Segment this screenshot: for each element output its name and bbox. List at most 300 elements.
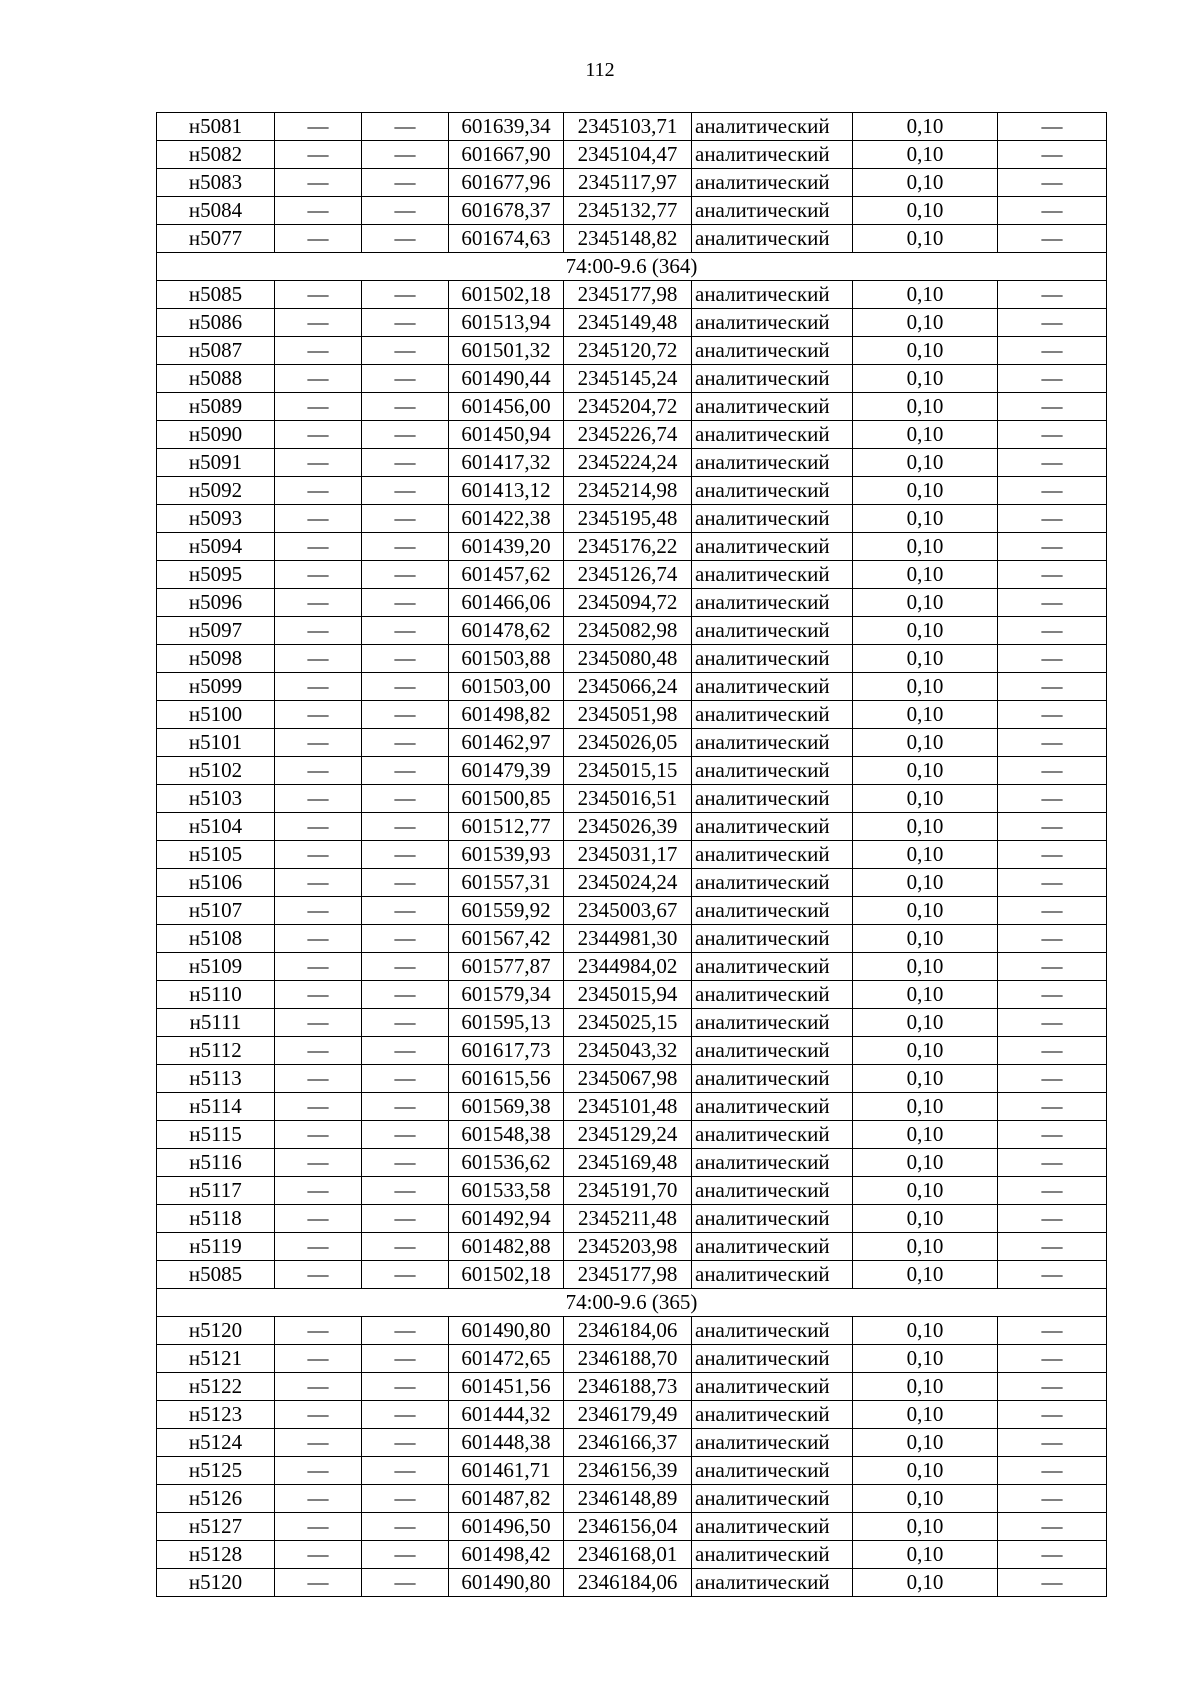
empty-y-cell: — <box>362 533 449 561</box>
description-cell: — <box>998 1429 1107 1457</box>
empty-y-cell: — <box>362 1569 449 1597</box>
point-name-cell: н5113 <box>157 1065 275 1093</box>
accuracy-cell: 0,10 <box>853 1429 998 1457</box>
coordinate-y-cell: 2344984,02 <box>564 953 692 981</box>
accuracy-cell: 0,10 <box>853 1121 998 1149</box>
empty-x-cell: — <box>275 981 362 1009</box>
description-cell: — <box>998 1093 1107 1121</box>
method-cell: аналитический <box>692 1149 853 1177</box>
table-row <box>157 841 1107 869</box>
description-cell: — <box>998 1205 1107 1233</box>
table-row <box>157 197 1107 225</box>
empty-y-cell: — <box>362 169 449 197</box>
accuracy-cell: 0,10 <box>853 1541 998 1569</box>
accuracy-cell: 0,10 <box>853 1345 998 1373</box>
coordinate-y-cell: 2345126,74 <box>564 561 692 589</box>
coordinate-y-cell: 2344981,30 <box>564 925 692 953</box>
table-row <box>157 337 1107 365</box>
coordinate-x-cell: 601490,44 <box>449 365 564 393</box>
point-name-cell: н5119 <box>157 1233 275 1261</box>
point-name-cell: н5106 <box>157 869 275 897</box>
description-cell: — <box>998 309 1107 337</box>
description-cell: — <box>998 169 1107 197</box>
coordinate-y-cell: 2345191,70 <box>564 1177 692 1205</box>
empty-x-cell: — <box>275 1121 362 1149</box>
table-row <box>157 757 1107 785</box>
empty-y-cell: — <box>362 281 449 309</box>
empty-x-cell: — <box>275 1233 362 1261</box>
coordinate-y-cell: 2345101,48 <box>564 1093 692 1121</box>
point-name-cell: н5110 <box>157 981 275 1009</box>
coordinate-y-cell: 2346148,89 <box>564 1485 692 1513</box>
coordinate-y-cell: 2345214,98 <box>564 477 692 505</box>
point-name-cell: н5094 <box>157 533 275 561</box>
empty-x-cell: — <box>275 1093 362 1121</box>
description-cell: — <box>998 281 1107 309</box>
point-name-cell: н5092 <box>157 477 275 505</box>
coordinate-y-cell: 2346156,39 <box>564 1457 692 1485</box>
method-cell: аналитический <box>692 589 853 617</box>
empty-y-cell: — <box>362 225 449 253</box>
empty-y-cell: — <box>362 141 449 169</box>
table-row <box>157 1261 1107 1289</box>
description-cell: — <box>998 337 1107 365</box>
empty-x-cell: — <box>275 533 362 561</box>
empty-y-cell: — <box>362 1093 449 1121</box>
empty-y-cell: — <box>362 757 449 785</box>
point-name-cell: н5088 <box>157 365 275 393</box>
point-name-cell: н5127 <box>157 1513 275 1541</box>
description-cell: — <box>998 1485 1107 1513</box>
table-row <box>157 1569 1107 1597</box>
table-row <box>157 1205 1107 1233</box>
method-cell: аналитический <box>692 309 853 337</box>
coordinate-x-cell: 601536,62 <box>449 1149 564 1177</box>
coordinate-y-cell: 2345066,24 <box>564 673 692 701</box>
point-name-cell: н5099 <box>157 673 275 701</box>
table-row <box>157 169 1107 197</box>
method-cell: аналитический <box>692 1513 853 1541</box>
empty-y-cell: — <box>362 953 449 981</box>
empty-x-cell: — <box>275 421 362 449</box>
accuracy-cell: 0,10 <box>853 645 998 673</box>
coordinate-y-cell: 2345149,48 <box>564 309 692 337</box>
accuracy-cell: 0,10 <box>853 1457 998 1485</box>
description-cell: — <box>998 1457 1107 1485</box>
method-cell: аналитический <box>692 645 853 673</box>
description-cell: — <box>998 197 1107 225</box>
empty-x-cell: — <box>275 113 362 141</box>
point-name-cell: н5115 <box>157 1121 275 1149</box>
point-name-cell: н5108 <box>157 925 275 953</box>
point-name-cell: н5093 <box>157 505 275 533</box>
method-cell: аналитический <box>692 1429 853 1457</box>
accuracy-cell: 0,10 <box>853 533 998 561</box>
method-cell: аналитический <box>692 561 853 589</box>
point-name-cell: н5097 <box>157 617 275 645</box>
empty-y-cell: — <box>362 1205 449 1233</box>
coordinate-x-cell: 601501,32 <box>449 337 564 365</box>
coordinate-x-cell: 601674,63 <box>449 225 564 253</box>
empty-y-cell: — <box>362 113 449 141</box>
accuracy-cell: 0,10 <box>853 561 998 589</box>
description-cell: — <box>998 1177 1107 1205</box>
coordinate-x-cell: 601490,80 <box>449 1569 564 1597</box>
accuracy-cell: 0,10 <box>853 869 998 897</box>
method-cell: аналитический <box>692 1317 853 1345</box>
accuracy-cell: 0,10 <box>853 1149 998 1177</box>
accuracy-cell: 0,10 <box>853 1177 998 1205</box>
table-row <box>157 421 1107 449</box>
empty-x-cell: — <box>275 1541 362 1569</box>
method-cell: аналитический <box>692 925 853 953</box>
table-row <box>157 113 1107 141</box>
accuracy-cell: 0,10 <box>853 505 998 533</box>
coordinate-x-cell: 601678,37 <box>449 197 564 225</box>
point-name-cell: н5120 <box>157 1569 275 1597</box>
empty-y-cell: — <box>362 925 449 953</box>
empty-y-cell: — <box>362 1009 449 1037</box>
table-row <box>157 1429 1107 1457</box>
empty-x-cell: — <box>275 1485 362 1513</box>
method-cell: аналитический <box>692 169 853 197</box>
empty-y-cell: — <box>362 337 449 365</box>
table-row <box>157 449 1107 477</box>
accuracy-cell: 0,10 <box>853 1373 998 1401</box>
accuracy-cell: 0,10 <box>853 617 998 645</box>
empty-y-cell: — <box>362 1541 449 1569</box>
coordinate-x-cell: 601567,42 <box>449 925 564 953</box>
method-cell: аналитический <box>692 1121 853 1149</box>
coordinate-y-cell: 2345169,48 <box>564 1149 692 1177</box>
coordinate-x-cell: 601498,42 <box>449 1541 564 1569</box>
coordinate-y-cell: 2345080,48 <box>564 645 692 673</box>
empty-y-cell: — <box>362 701 449 729</box>
empty-y-cell: — <box>362 1233 449 1261</box>
point-name-cell: н5090 <box>157 421 275 449</box>
coordinate-y-cell: 2346166,37 <box>564 1429 692 1457</box>
empty-x-cell: — <box>275 617 362 645</box>
point-name-cell: н5100 <box>157 701 275 729</box>
table-row <box>157 785 1107 813</box>
empty-x-cell: — <box>275 729 362 757</box>
point-name-cell: н5120 <box>157 1317 275 1345</box>
coordinate-y-cell: 2345067,98 <box>564 1065 692 1093</box>
table-row <box>157 365 1107 393</box>
empty-x-cell: — <box>275 813 362 841</box>
coordinate-x-cell: 601577,87 <box>449 953 564 981</box>
description-cell: — <box>998 1373 1107 1401</box>
empty-x-cell: — <box>275 169 362 197</box>
point-name-cell: н5124 <box>157 1429 275 1457</box>
empty-y-cell: — <box>362 1429 449 1457</box>
accuracy-cell: 0,10 <box>853 785 998 813</box>
method-cell: аналитический <box>692 897 853 925</box>
point-name-cell: н5081 <box>157 113 275 141</box>
accuracy-cell: 0,10 <box>853 421 998 449</box>
page-number: 112 <box>585 59 615 81</box>
coordinate-x-cell: 601557,31 <box>449 869 564 897</box>
coordinate-y-cell: 2345120,72 <box>564 337 692 365</box>
coordinate-y-cell: 2346168,01 <box>564 1541 692 1569</box>
empty-y-cell: — <box>362 197 449 225</box>
coordinate-y-cell: 2345024,24 <box>564 869 692 897</box>
coordinate-x-cell: 601615,56 <box>449 1065 564 1093</box>
coordinate-x-cell: 601617,73 <box>449 1037 564 1065</box>
description-cell: — <box>998 729 1107 757</box>
empty-y-cell: — <box>362 1513 449 1541</box>
coordinate-y-cell: 2345015,15 <box>564 757 692 785</box>
coordinate-x-cell: 601677,96 <box>449 169 564 197</box>
description-cell: — <box>998 925 1107 953</box>
coordinate-x-cell: 601490,80 <box>449 1317 564 1345</box>
method-cell: аналитический <box>692 365 853 393</box>
description-cell: — <box>998 981 1107 1009</box>
description-cell: — <box>998 1233 1107 1261</box>
empty-x-cell: — <box>275 141 362 169</box>
empty-x-cell: — <box>275 1065 362 1093</box>
method-cell: аналитический <box>692 337 853 365</box>
table-row <box>157 1401 1107 1429</box>
description-cell: — <box>998 477 1107 505</box>
coordinate-x-cell: 601496,50 <box>449 1513 564 1541</box>
empty-x-cell: — <box>275 477 362 505</box>
empty-x-cell: — <box>275 309 362 337</box>
accuracy-cell: 0,10 <box>853 1317 998 1345</box>
table-row <box>157 281 1107 309</box>
point-name-cell: н5083 <box>157 169 275 197</box>
coordinate-y-cell: 2345203,98 <box>564 1233 692 1261</box>
method-cell: аналитический <box>692 505 853 533</box>
table-row <box>157 953 1107 981</box>
table-row <box>157 505 1107 533</box>
method-cell: аналитический <box>692 1093 853 1121</box>
table-row <box>157 225 1107 253</box>
coordinate-x-cell: 601472,65 <box>449 1345 564 1373</box>
coordinate-y-cell: 2345051,98 <box>564 701 692 729</box>
coordinate-y-cell: 2345082,98 <box>564 617 692 645</box>
description-cell: — <box>998 1009 1107 1037</box>
empty-x-cell: — <box>275 1569 362 1597</box>
description-cell: — <box>998 141 1107 169</box>
empty-y-cell: — <box>362 729 449 757</box>
point-name-cell: н5109 <box>157 953 275 981</box>
coordinate-y-cell: 2345211,48 <box>564 1205 692 1233</box>
method-cell: аналитический <box>692 1233 853 1261</box>
accuracy-cell: 0,10 <box>853 477 998 505</box>
point-name-cell: н5091 <box>157 449 275 477</box>
point-name-cell: н5123 <box>157 1401 275 1429</box>
coordinate-x-cell: 601451,56 <box>449 1373 564 1401</box>
coordinates-table <box>156 112 1107 1597</box>
coordinate-y-cell: 2345094,72 <box>564 589 692 617</box>
method-cell: аналитический <box>692 533 853 561</box>
description-cell: — <box>998 1121 1107 1149</box>
method-cell: аналитический <box>692 197 853 225</box>
accuracy-cell: 0,10 <box>853 197 998 225</box>
table-row <box>157 1009 1107 1037</box>
point-name-cell: н5117 <box>157 1177 275 1205</box>
method-cell: аналитический <box>692 477 853 505</box>
point-name-cell: н5098 <box>157 645 275 673</box>
empty-y-cell: — <box>362 505 449 533</box>
table-row <box>157 1373 1107 1401</box>
coordinate-y-cell: 2345224,24 <box>564 449 692 477</box>
description-cell: — <box>998 1401 1107 1429</box>
method-cell: аналитический <box>692 841 853 869</box>
coordinate-y-cell: 2345003,67 <box>564 897 692 925</box>
coordinate-y-cell: 2345148,82 <box>564 225 692 253</box>
table-row <box>157 1513 1107 1541</box>
method-cell: аналитический <box>692 1065 853 1093</box>
empty-x-cell: — <box>275 1429 362 1457</box>
coordinate-x-cell: 601502,18 <box>449 281 564 309</box>
description-cell: — <box>998 841 1107 869</box>
table-row <box>157 1233 1107 1261</box>
accuracy-cell: 0,10 <box>853 673 998 701</box>
method-cell: аналитический <box>692 1205 853 1233</box>
table-row <box>157 589 1107 617</box>
empty-y-cell: — <box>362 897 449 925</box>
accuracy-cell: 0,10 <box>853 449 998 477</box>
method-cell: аналитический <box>692 729 853 757</box>
table-row <box>157 533 1107 561</box>
coordinate-x-cell: 601579,34 <box>449 981 564 1009</box>
description-cell: — <box>998 561 1107 589</box>
coordinate-y-cell: 2345025,15 <box>564 1009 692 1037</box>
coordinate-x-cell: 601479,39 <box>449 757 564 785</box>
method-cell: аналитический <box>692 981 853 1009</box>
point-name-cell: н5084 <box>157 197 275 225</box>
empty-y-cell: — <box>362 393 449 421</box>
point-name-cell: н5111 <box>157 1009 275 1037</box>
description-cell: — <box>998 813 1107 841</box>
coordinate-x-cell: 601422,38 <box>449 505 564 533</box>
table-row <box>157 617 1107 645</box>
accuracy-cell: 0,10 <box>853 981 998 1009</box>
empty-x-cell: — <box>275 1177 362 1205</box>
accuracy-cell: 0,10 <box>853 897 998 925</box>
empty-y-cell: — <box>362 449 449 477</box>
description-cell: — <box>998 365 1107 393</box>
method-cell: аналитический <box>692 449 853 477</box>
accuracy-cell: 0,10 <box>853 1569 998 1597</box>
description-cell: — <box>998 1569 1107 1597</box>
accuracy-cell: 0,10 <box>853 953 998 981</box>
empty-x-cell: — <box>275 645 362 673</box>
method-cell: аналитический <box>692 1373 853 1401</box>
coordinate-x-cell: 601503,88 <box>449 645 564 673</box>
table-row <box>157 981 1107 1009</box>
coordinate-x-cell: 601539,93 <box>449 841 564 869</box>
accuracy-cell: 0,10 <box>853 225 998 253</box>
accuracy-cell: 0,10 <box>853 925 998 953</box>
point-name-cell: н5086 <box>157 309 275 337</box>
point-name-cell: н5085 <box>157 281 275 309</box>
description-cell: — <box>998 533 1107 561</box>
empty-x-cell: — <box>275 1037 362 1065</box>
description-cell: — <box>998 869 1107 897</box>
empty-y-cell: — <box>362 477 449 505</box>
description-cell: — <box>998 757 1107 785</box>
table-row <box>157 869 1107 897</box>
method-cell: аналитический <box>692 673 853 701</box>
empty-x-cell: — <box>275 1205 362 1233</box>
accuracy-cell: 0,10 <box>853 393 998 421</box>
point-name-cell: н5077 <box>157 225 275 253</box>
empty-x-cell: — <box>275 365 362 393</box>
method-cell: аналитический <box>692 421 853 449</box>
accuracy-cell: 0,10 <box>853 309 998 337</box>
table-row <box>157 1317 1107 1345</box>
point-name-cell: н5107 <box>157 897 275 925</box>
section-header-row <box>157 1289 1107 1317</box>
empty-x-cell: — <box>275 673 362 701</box>
coordinate-y-cell: 2346184,06 <box>564 1569 692 1597</box>
coordinate-x-cell: 601417,32 <box>449 449 564 477</box>
description-cell: — <box>998 645 1107 673</box>
method-cell: аналитический <box>692 225 853 253</box>
coordinate-x-cell: 601639,34 <box>449 113 564 141</box>
coordinate-x-cell: 601450,94 <box>449 421 564 449</box>
point-name-cell: н5112 <box>157 1037 275 1065</box>
empty-y-cell: — <box>362 365 449 393</box>
coordinate-y-cell: 2345195,48 <box>564 505 692 533</box>
description-cell: — <box>998 225 1107 253</box>
empty-x-cell: — <box>275 1317 362 1345</box>
description-cell: — <box>998 421 1107 449</box>
empty-x-cell: — <box>275 1009 362 1037</box>
empty-y-cell: — <box>362 421 449 449</box>
coordinate-x-cell: 601492,94 <box>449 1205 564 1233</box>
coordinate-y-cell: 2346156,04 <box>564 1513 692 1541</box>
table-row <box>157 1121 1107 1149</box>
point-name-cell: н5102 <box>157 757 275 785</box>
coordinate-y-cell: 2345145,24 <box>564 365 692 393</box>
description-cell: — <box>998 617 1107 645</box>
table-row <box>157 1093 1107 1121</box>
coordinate-y-cell: 2346184,06 <box>564 1317 692 1345</box>
coordinate-y-cell: 2345117,97 <box>564 169 692 197</box>
coordinate-y-cell: 2345015,94 <box>564 981 692 1009</box>
empty-y-cell: — <box>362 1317 449 1345</box>
empty-y-cell: — <box>362 785 449 813</box>
section-title: 74:00-9.6 (365) <box>157 1289 1107 1317</box>
accuracy-cell: 0,10 <box>853 1037 998 1065</box>
coordinates-table-body <box>157 113 1107 1597</box>
coordinate-y-cell: 2346188,70 <box>564 1345 692 1373</box>
coordinate-y-cell: 2345177,98 <box>564 1261 692 1289</box>
coordinate-y-cell: 2345043,32 <box>564 1037 692 1065</box>
coordinate-x-cell: 601466,06 <box>449 589 564 617</box>
empty-x-cell: — <box>275 337 362 365</box>
coordinate-y-cell: 2345226,74 <box>564 421 692 449</box>
coordinate-x-cell: 601533,58 <box>449 1177 564 1205</box>
table-row <box>157 1065 1107 1093</box>
empty-x-cell: — <box>275 281 362 309</box>
empty-x-cell: — <box>275 589 362 617</box>
accuracy-cell: 0,10 <box>853 1009 998 1037</box>
coordinate-x-cell: 601487,82 <box>449 1485 564 1513</box>
coordinate-x-cell: 601548,38 <box>449 1121 564 1149</box>
table-row <box>157 1541 1107 1569</box>
description-cell: — <box>998 1345 1107 1373</box>
coordinate-x-cell: 601498,82 <box>449 701 564 729</box>
empty-x-cell: — <box>275 1457 362 1485</box>
coordinate-x-cell: 601456,00 <box>449 393 564 421</box>
empty-y-cell: — <box>362 617 449 645</box>
table-row <box>157 925 1107 953</box>
